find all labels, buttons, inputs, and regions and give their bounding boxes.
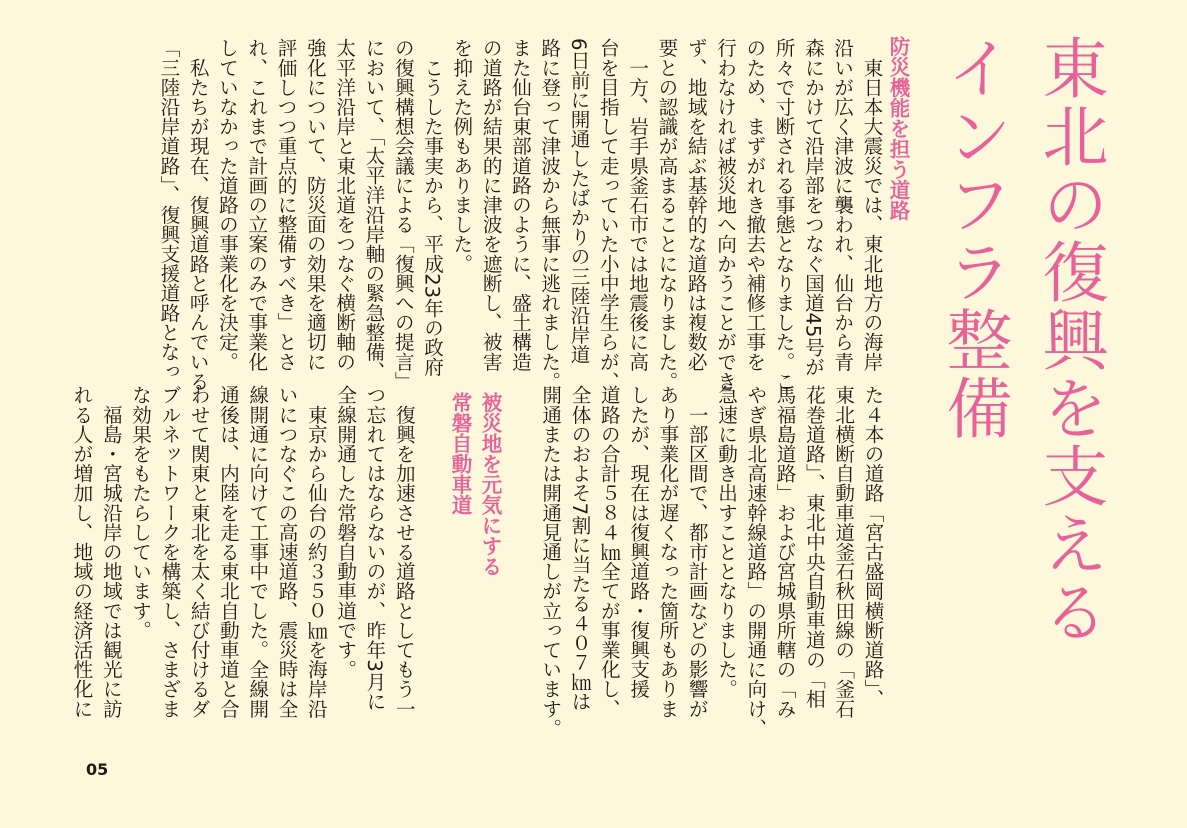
section-heading-joban-expressway: 被災地を元気にする 常磐自動車道 (448, 392, 502, 577)
section-heading-disaster-prevention: 防災機能を担う道路 (886, 36, 910, 221)
page-number: 05 (86, 760, 109, 779)
upper-body-text: 東日本大震災では、東北地方の海岸 沿いが広く津波に襲われ、仙台から青 森にかけて沿岸部をつなぐ国道45号が 所々で寸断される事態となりました。こ のため、まずがれき撤去や補修工事を 行わなければ被災地へ向かうことができ ず、地域を結ぶ基幹的な道路は複数必 要との認識が高まることになりました。 一方、岩手県釜石市では地震後に高 台を目指して走っていた小中学生らが、 6日前に開通したばかりの三陸沿岸道 路に登って津波から無事に逃れました。 また仙台東部道路のように、盛土構造 の道路が結果的に津波を遮断し、被害 を抑えた例もありました。 こうした事実から、平成23年の政府 の復興構想会議による「復興への提言」 において、「太平洋沿岸軸の緊急整備、 太平洋沿岸と東北道をつなぐ横断軸の 強化について、防災面の効果を適切に 評価しつつ重点的に整備すべき」とさ れ、これまで計画の立案のみで事業化 していなかった道路の事業化を決定。 私たちが現在、復興道路と呼んでいる 「三陸沿岸道路」、復興支援道路となっ (156, 38, 883, 391)
page-title: 東北の復興を支える インフラ整備 (935, 34, 1108, 646)
lower-body-text: た４本の道路「宮古盛岡横断道路」、 東北横断自動車道釜石秋田線の「釜石 花巻道路」、東北中央自動車道の「相 馬福島道路」および宮城県所轄の「み やぎ県北高速幹線道路」の開通に向け、 急速に動き出すこととなりました。 一部区間で、都市計画などの影響が あり事業化が遅くなった箇所もありま したが、現在は復興道路・復興支援 道路の合計５８４㎞全てが事業化し、 全体のおよそ7割に当たる４０７㎞は 開通または開通見通しが立っています。 復興を加速させる道路としてもう一 つ忘れてはならないのが、昨年3月に 全線開通した常磐自動車道です。 東京から仙台の約３５０㎞を海岸沿 いにつなぐこの高速道路、震災時は全 線開通に向けて工事中でした。全線開 通後は、内陸を走る東北自動車道と合 わせて関東と東北を太く結び付けるダ ブルネットワークを構築し、さまざま な効果をもたらしています。 福島・宮城沿岸の地域では観光に訪 れる人が増加し、地域の経済活性化に (69, 385, 884, 738)
